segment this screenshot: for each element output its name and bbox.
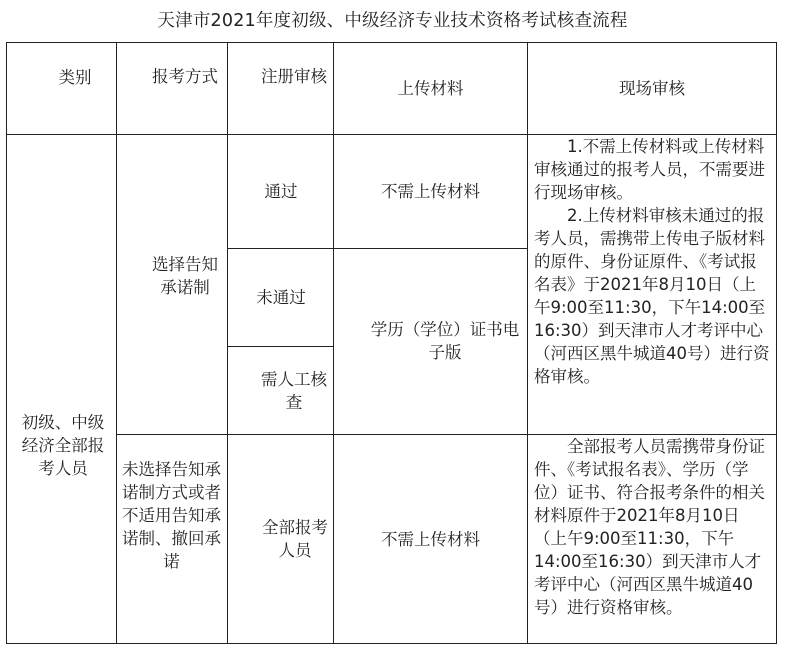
table-border-right xyxy=(776,42,777,644)
row-divider-passed xyxy=(227,248,527,249)
status-manual-check: 需人工核查 xyxy=(261,370,327,412)
col-divider-2 xyxy=(227,42,228,644)
status-all-applicants: 全部报考人员 xyxy=(262,518,328,560)
col-divider-3 xyxy=(333,42,334,644)
status-failed: 未通过 xyxy=(256,288,306,307)
onsite-review-group1 xyxy=(534,135,770,388)
category-value: 初级、中级经济全部报考人员 xyxy=(21,413,105,478)
onsite-review-group2 xyxy=(534,435,770,619)
header-onsite-review: 现场审核 xyxy=(619,79,685,98)
row-divider-failed xyxy=(227,346,333,347)
header-upload-materials: 上传材料 xyxy=(397,79,464,98)
header-method: 报考方式 xyxy=(152,67,218,86)
header-registration-review: 注册审核 xyxy=(261,67,327,86)
onsite-review-paragraph-2: 2.上传材料审核未通过的报考人员，需携带上传电子版材料的原件、身份证原件、《考试报名表》于2021年8月10日（上午9:00至11:30，下午14:00至16:30）到天津市人才考评中心（河西区黑牛城道40号）进行资格审核。 xyxy=(534,206,770,386)
upload-degree-certificate: 学历（学位）证书电子版 xyxy=(370,320,520,362)
col-divider-1 xyxy=(116,42,117,644)
method-no-commitment: 未选择告知承诺制方式或者不适用告知承诺制、撤回承诺 xyxy=(122,460,221,571)
method-informed-commitment: 选择告知承诺制 xyxy=(152,255,218,297)
upload-not-required-2: 不需上传材料 xyxy=(381,530,480,549)
upload-not-required-1: 不需上传材料 xyxy=(381,182,480,201)
status-passed: 通过 xyxy=(264,182,298,201)
table-border-left xyxy=(6,42,7,644)
header-category: 类别 xyxy=(58,68,92,87)
onsite-review-paragraph-1: 1.不需上传材料或上传材料审核通过的报考人员，不需要进行现场审核。 xyxy=(534,137,765,202)
table-border-top xyxy=(6,42,777,43)
onsite-review-paragraph-3: 全部报考人员需携带身份证件、《考试报名表》、学历（学位）证书、符合报考条件的相关材料原件于2021年8月10日（上午9:00至11:30，下午14:00至16:30）到天津市人才考评中心（河西区黑牛城道40号）进行资格审核。 xyxy=(534,437,765,617)
col-divider-4 xyxy=(527,42,528,644)
table-border-bottom xyxy=(6,643,777,644)
page-title: 天津市2021年度初级、中级经济专业技术资格考试核查流程 xyxy=(157,11,628,31)
